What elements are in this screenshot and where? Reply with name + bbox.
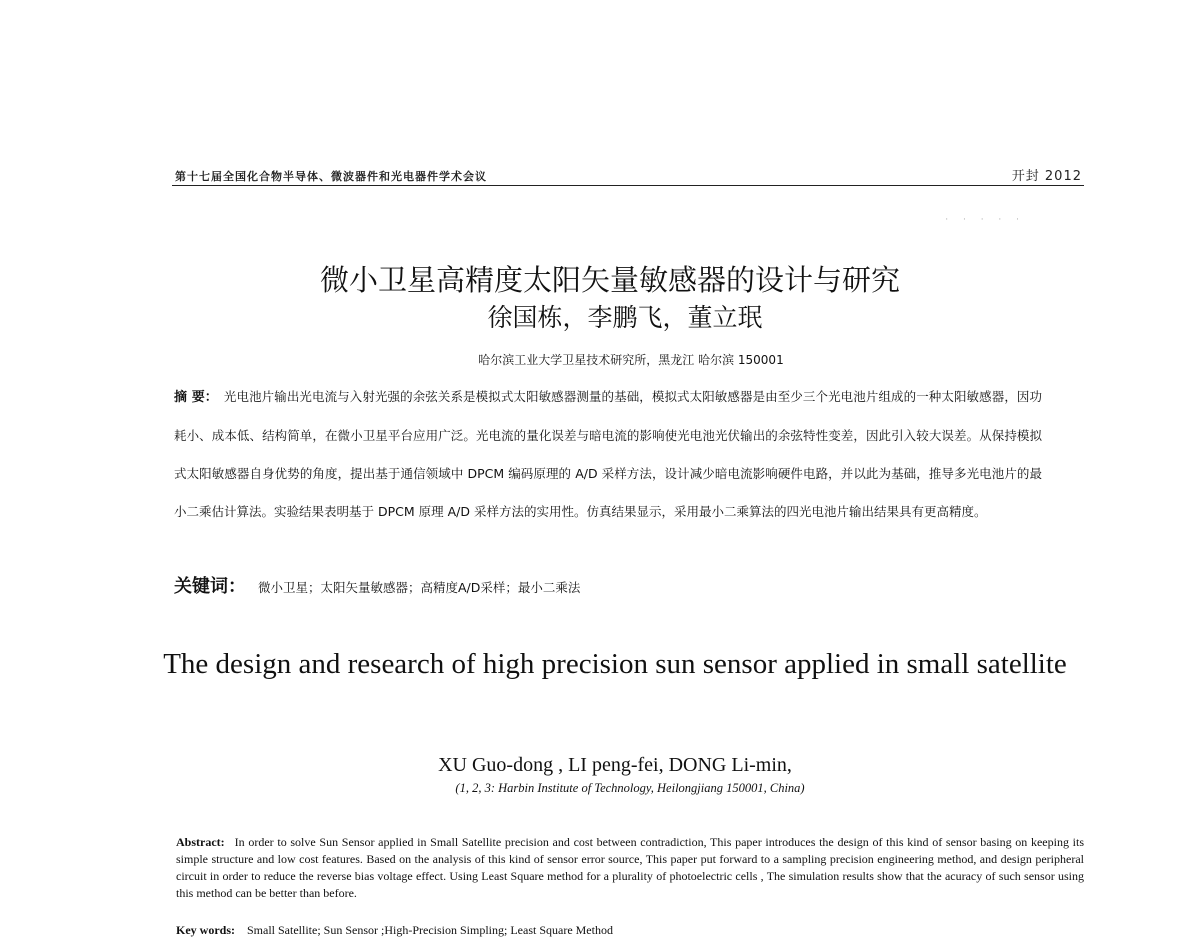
chinese-keywords-text: 微小卫星；太阳矢量敏感器；高精度A/D采样；最小二乘法 — [258, 580, 581, 595]
running-header-location-year: 开封 2012 — [1011, 169, 1082, 184]
chinese-abstract-text: 光电池片输出光电流与入射光强的余弦关系是模拟式太阳敏感器测量的基础，模拟式太阳敏感器是由至少三个光电池片组成的一种太阳敏感器，因功耗小、成本低、结构简单，在微小卫星平台应用广泛。光电流的量化误差与暗电流的影响使光电池光伏输出的余弦特性变差，因此引入较大误差。从保持模拟式太阳敏感器自身优势的角度，提出基于通信领域中 DPCM 编码原理的 A/D 采样方法，设计减少暗电流影响硬件电路，并以此为基础，推导多光电池片的最小二乘估计算法。实验结果表明基于 DPCM 原理 A/D 采样方法的实用性。仿真结果显示，采用最小二乘算法的四光电池片输出结果具有更高精度。 — [174, 389, 1042, 519]
chinese-authors: 徐国栋，李鹏飞，董立珉 — [487, 303, 763, 332]
english-keywords-label: Key words: — [176, 923, 235, 937]
chinese-affiliation: 哈尔滨工业大学卫星技术研究所，黑龙江 哈尔滨 150001 — [478, 353, 784, 367]
scan-speck: · · · · · — [945, 215, 1025, 225]
chinese-keywords — [174, 572, 580, 598]
english-abstract-text: In order to solve Sun Sensor applied in Small Satellite precision and cost between contradiction, This paper introduces the design of this kind of sensor basing on keeping its simple structure and low cost features. Based on the analysis of this kind of sensor error source, This paper put forward to a sampling precision engineering method, and design peripheral circuit in order to reduce the reverse bias voltage effect. Using Least Square method for a plurality of photoelectric cells , The simulation results show that the acuracy of such sensor using this method can be better than before. — [176, 835, 1084, 900]
english-affiliation: (1, 2, 3: Harbin Institute of Technology, Heilongjiang 150001, China) — [455, 781, 805, 795]
english-keywords-text: Small Satellite; Sun Sensor ;High-Precision Simpling; Least Square Method — [247, 923, 613, 937]
chinese-title: 微小卫星高精度太阳矢量敏感器的设计与研究 — [319, 263, 900, 297]
chinese-abstract-label: 摘 要： — [174, 390, 218, 405]
english-abstract — [176, 834, 1084, 902]
header-rule — [172, 185, 1084, 186]
english-title: The design and research of high precision sun sensor applied in small satellite — [163, 648, 1067, 680]
english-abstract-label: Abstract: — [176, 835, 225, 849]
chinese-abstract — [174, 378, 1042, 531]
running-header-conference: 第十七届全国化合物半导体、微波器件和光电器件学术会议 — [175, 170, 487, 183]
chinese-keywords-label: 关键词： — [174, 576, 246, 597]
english-authors: XU Guo-dong , LI peng-fei, DONG Li-min, — [438, 754, 792, 776]
